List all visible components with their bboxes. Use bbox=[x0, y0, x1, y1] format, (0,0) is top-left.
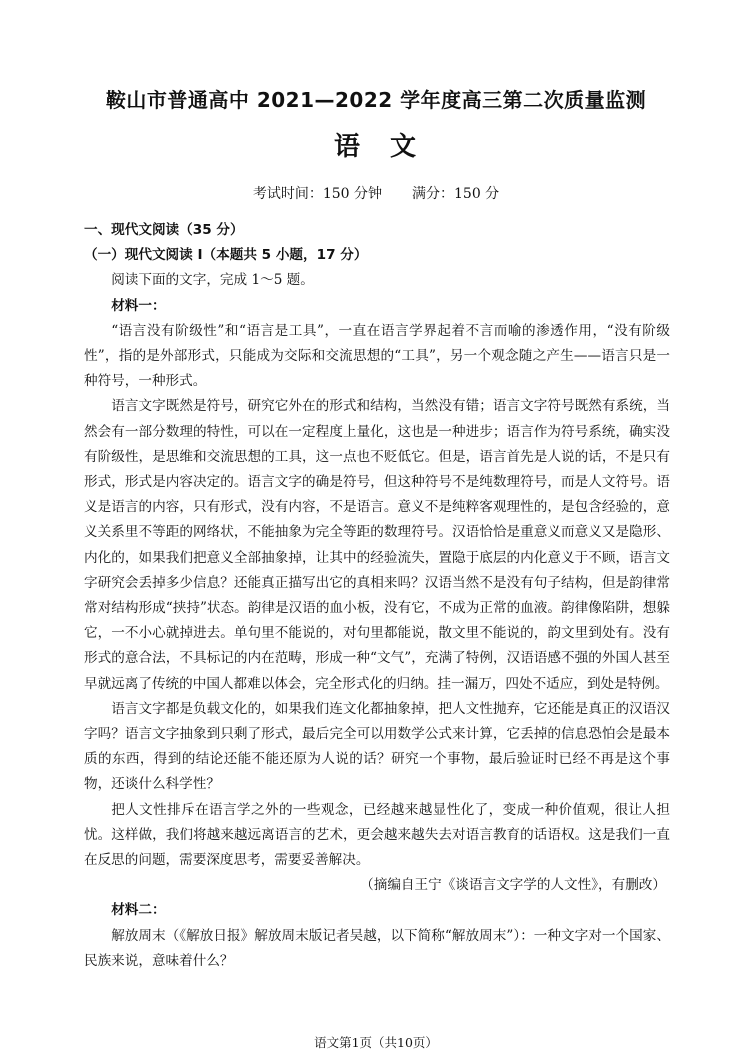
exam-score: 满分：150 分 bbox=[412, 186, 500, 202]
section-subheading: （一）现代文阅读 I（本题共 5 小题，17 分） bbox=[84, 247, 368, 264]
material1-paragraph: 把人文性排斥在语言学之外的一些观念，已经越来越显性化了，变成一种价值观，很让人担忧。这样做，我们将越来越远离语言的艺术，更会越来越失去对语言教育的话语权。这是我们一直在反思的问题，需要深度思考，需要妥善解决。 bbox=[84, 801, 670, 869]
exam-content bbox=[84, 218, 670, 974]
exam-title: 鞍山市普通高中 2021—2022 学年度高三第二次质量监测 bbox=[105, 88, 647, 112]
subject-char-1: 语 bbox=[333, 132, 362, 162]
material1-paragraph: 语言文字都是负载文化的，如果我们连文化都抽象掉，把人文性抛弃，它还能是真正的汉语汉字吗？语言文字抽象到只剩了形式，最后完全可以用数学公式来计算，它丢掉的信息恐怕会是最本质的东西，得到的结论还能不能还原为人说的话？研究一个事物，最后验证时已经不再是这个事物，还谈什么科学性？ bbox=[84, 700, 670, 793]
section-heading: 一、现代文阅读（35 分） bbox=[84, 222, 244, 238]
subject-title bbox=[0, 126, 752, 163]
material1-source: （摘编自王宁《谈语言文字学的人文性》，有删改） bbox=[360, 877, 666, 894]
exam-meta bbox=[0, 183, 752, 203]
page-footer: 语文第1页（共10页） bbox=[314, 1035, 438, 1050]
material1-paragraph: “语言没有阶级性”和“语言是工具”，一直在语言学界起着不言而喻的渗透作用，“没有阶级性”，指的是外部形式，只能成为交际和交流思想的“工具”，另一个观念随之产生——语言只是一种符号，一种形式。 bbox=[84, 322, 670, 390]
material2-label: 材料二： bbox=[111, 902, 166, 919]
material2-paragraph: 解放周末（《解放日报》解放周末版记者吴越，以下简称“解放周末”）：一种文字对一个国家、民族来说，意味着什么？ bbox=[84, 927, 670, 969]
exam-time: 考试时间：150 分钟 bbox=[252, 186, 382, 202]
material1-label: 材料一： bbox=[111, 297, 166, 314]
material1-paragraph: 语言文字既然是符号，研究它外在的形式和结构，当然没有错；语言文字符号既然有系统，当然会有一部分数理的特性，可以在一定程度上量化，这也是一种进步；语言作为符号系统，确实没有阶级性，是思维和交流思想的工具，这一点也不贬低它。但是，语言首先是人说的话，不是只有形式，形式是内容决定的。语言文字的确是符号，但这种符号不是纯数理符号，而是人文符号。语义是语言的内容，只有形式，没有内容，不是语言。意义不是纯粹客观理性的，是包含经验的，意义关系里不等距的网络状，不能抽象为完全等距的数理符号。汉语恰恰是重意义而意义又是隐形、内化的，如果我们把意义全部抽象掉，让其中的经验流失，置隐于底层的内化意义于不顾，语言文字研究会丢掉多少信息？还能真正描写出它的真相来吗？汉语当然不是没有句子结构，但是韵律常常对结构形成“挟持”状态。韵律是汉语的血小板，没有它，不成为正常的血液。韵律像陷阱，想躲它，一不小心就掉进去。单句里不能说的，对句里都能说，散文里不能说的，韵文里到处有。没有形式的意合法，不具标记的内在范畴，形成一种“文气”，充满了特例，汉语语感不强的外国人甚至早就远离了传统的中国人都难以体会，完全形式化的归纳。挂一漏万，四处不适应，到处是特例。 bbox=[84, 398, 670, 692]
instruction-text: 阅读下面的文字，完成 1～5 题。 bbox=[111, 272, 314, 289]
subject-char-2: 文 bbox=[390, 132, 419, 162]
